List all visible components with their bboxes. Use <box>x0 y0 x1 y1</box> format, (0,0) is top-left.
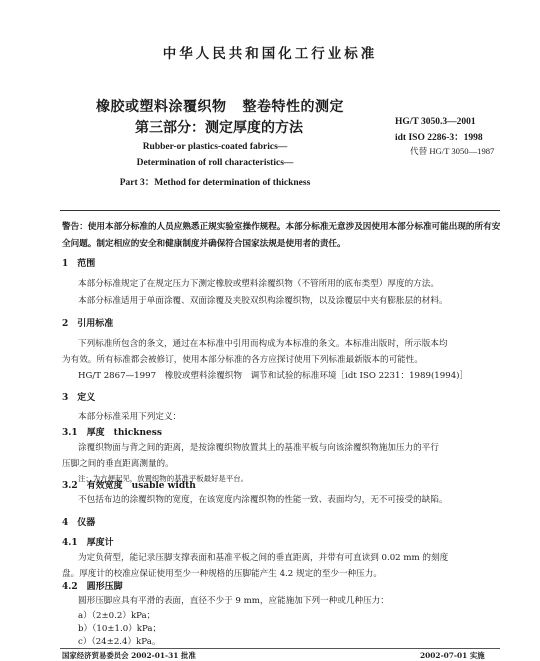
list-item-c: c）（24±2.4）kPa。 <box>78 637 161 647</box>
section-3-1-para2: 压脚之间的垂直距离测量的。 <box>62 459 174 469</box>
warning-paragraph: 警告：使用本部分标准的人员应熟悉正规实验室操作规程。本部分标准无意涉及因使用本部分标准可能出现的所有安全问题。制定相应的安全和健康制度并确保符合国家法规是使用者的责任。 <box>62 222 501 249</box>
section-4-1-heading: 4.1 厚度计 <box>62 538 114 548</box>
standard-category-header: 中华人民共和国化工行业标准 <box>162 46 378 62</box>
list-item-b: b）（10±1.0）kPa； <box>78 624 162 634</box>
title-part1: 橡胶或塑料涂覆织物 <box>96 99 227 115</box>
section-2-para1: 下列标准所包含的条文，通过在本标准中引用而构成为本标准的条文。本标准出版时，所示版本均 <box>78 339 448 349</box>
section-4-1-para2: 盘。厚度计的校准应保证使用至少一种规格的压脚能产生 4.2 规定的至少一种压力。 <box>62 569 382 579</box>
section-1-heading: 1 范围 <box>62 259 96 269</box>
standard-code: HG/T 3050.3—2001 <box>395 117 476 127</box>
section-3-para1: 本部分标准采用下列定义： <box>78 412 182 422</box>
english-title-line2: Determination of roll characteristics— <box>136 158 294 168</box>
section-3-1-heading: 3.1 厚度 thickness <box>62 428 162 438</box>
title-divider <box>60 210 500 211</box>
footer-implementation: 2002-07-01 实施 <box>420 651 485 660</box>
footer-divider <box>60 648 500 649</box>
chinese-title-line1 <box>96 96 344 116</box>
english-title-line3: Part 3：Method for determination of thickness <box>119 178 311 188</box>
section-1-para2: 本部分标准适用于单面涂覆、双面涂覆及夹胶双织构涂覆织物，以及涂覆层中夹有膨胀层的材料。 <box>78 296 448 306</box>
section-4-2-para1: 圆形压脚应具有平滑的表面，直径不少于 9 mm，应能施加下列一种或几种压力： <box>78 596 389 606</box>
section-3-heading: 3 定义 <box>62 393 96 403</box>
section-4-2-heading: 4.2 圆形压脚 <box>62 582 123 592</box>
footer-approval: 国家经济贸易委员会 2002-01-31 批准 <box>62 651 196 660</box>
section-4-heading: 4 仪器 <box>62 518 96 528</box>
standard-idt: idt ISO 2286-3：1998 <box>395 133 483 143</box>
section-3-1-note: 注：为方便起见，放置织物的基准平板最好是平台。 <box>78 474 248 483</box>
standard-replaces: 代替 HG/T 3050—1987 <box>410 146 495 156</box>
section-3-2-heading: 3.2 有效宽度 usable width <box>62 481 196 491</box>
list-item-a: a）（2±0.2）kPa； <box>78 611 156 621</box>
section-4-1-para1: 为定负荷型，能记录压脚支撑表面和基准平板之间的垂直距离，并带有可直读到 0.02 mm 的刻度 <box>78 553 449 563</box>
chinese-title-line2: 第三部分：测定厚度的方法 <box>135 120 303 136</box>
section-1-para1: 本部分标准规定了在规定压力下测定橡胶或塑料涂覆织物（不管所用的底布类型）厚度的方法。 <box>78 279 439 289</box>
section-3-1-para1: 涂覆织物面与背之间的距离，是按涂覆织物放置其上的基准平板与向该涂覆织物施加压力的平行 <box>78 443 439 453</box>
section-2-heading: 2 引用标准 <box>62 319 114 329</box>
section-3-2-para1: 不包括布边的涂覆织物的宽度，在该宽度内涂覆织物的性能一致、表面均匀，无不可接受的缺陷。 <box>78 495 448 505</box>
title-part2: 整卷特性的测定 <box>242 99 344 115</box>
section-2-para2: 为有效。所有标准都会被修订，使用本部分标准的各方应探讨使用下列标准最新版本的可能性。 <box>62 355 423 365</box>
section-2-reference: HG/T 2867—1997 橡胶或塑料涂覆织物 调节和试验的标准环境［idt ISO 2231：1989(1994)］ <box>78 371 469 381</box>
english-title-line1: Rubber-or plastics-coated fabrics— <box>142 142 288 152</box>
